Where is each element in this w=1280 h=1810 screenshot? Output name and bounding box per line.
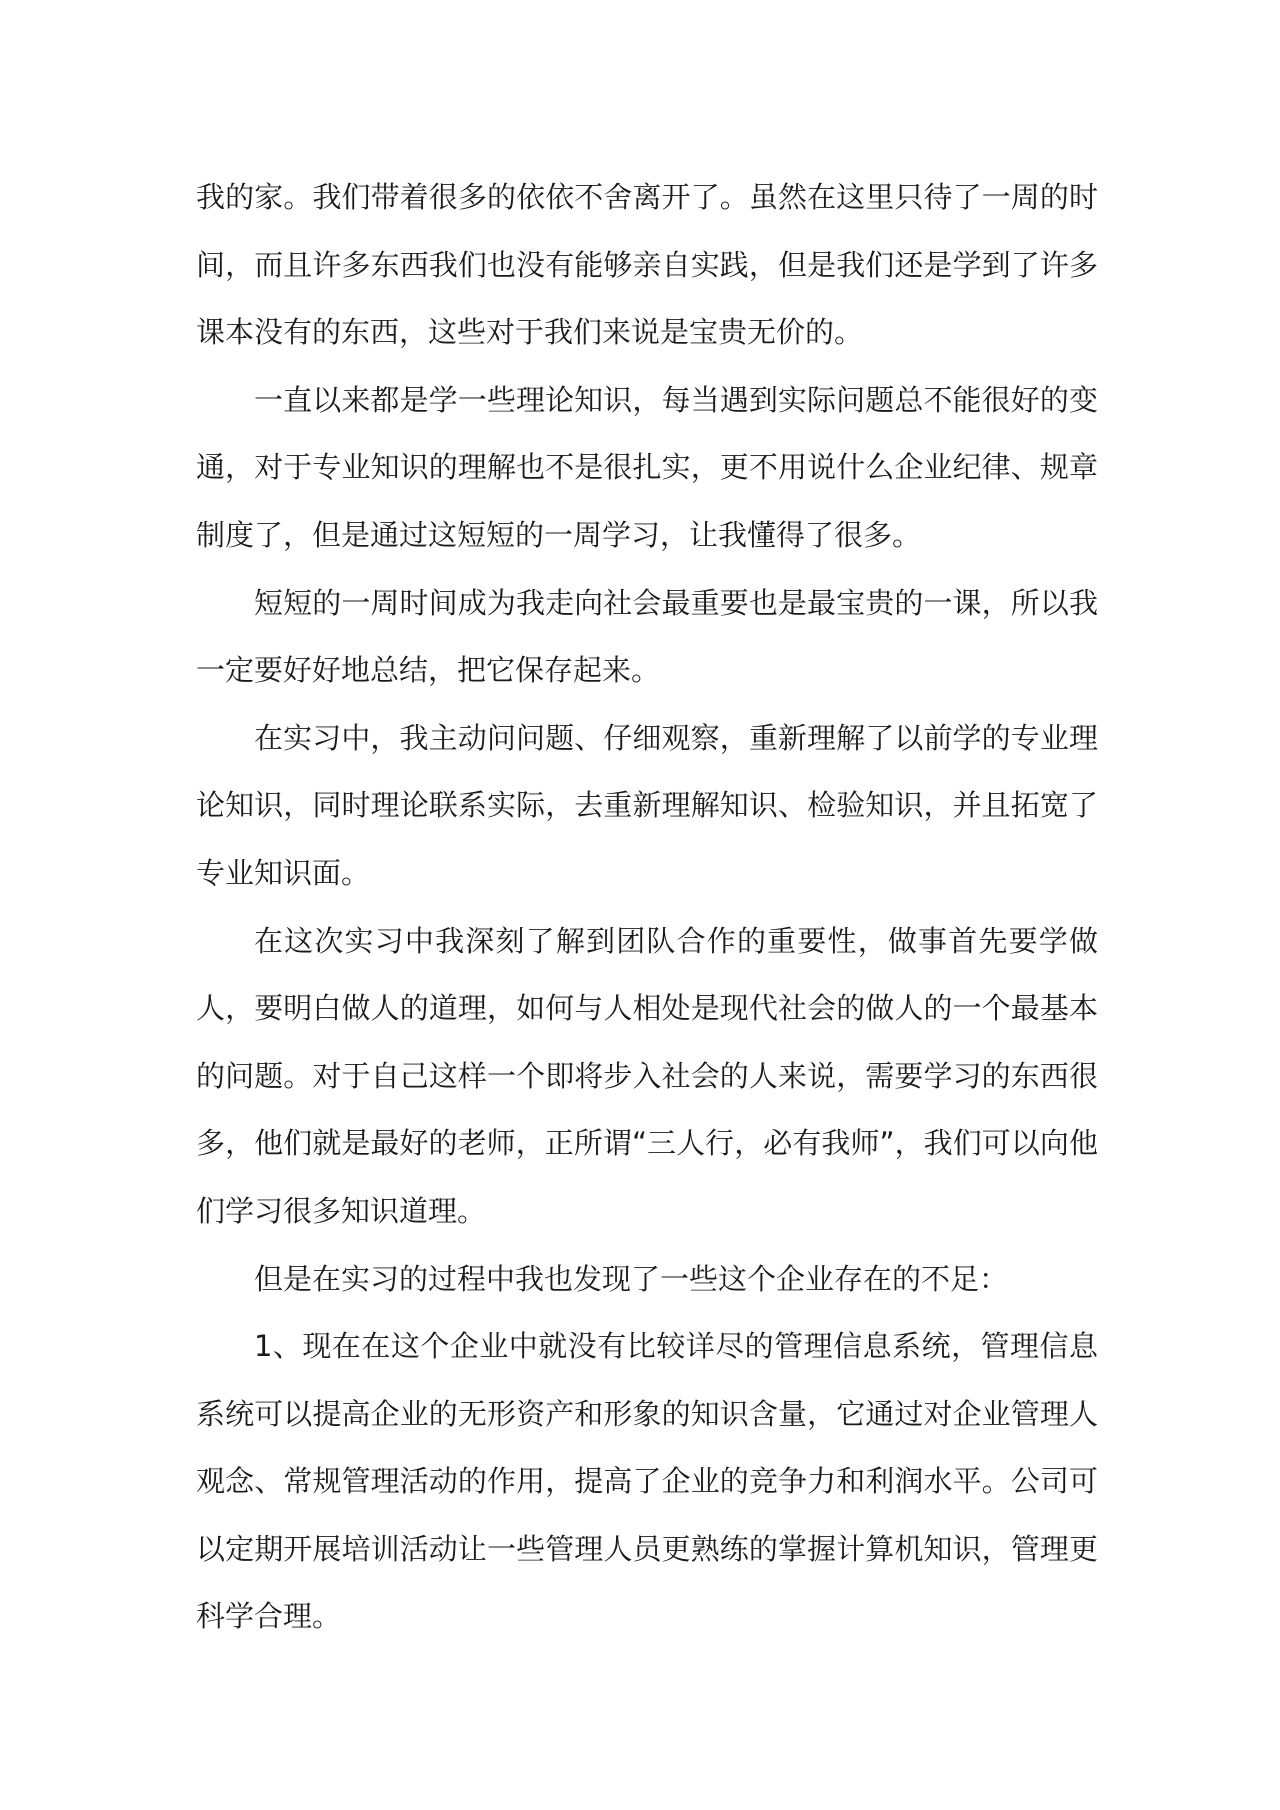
paragraph-valuable-lesson: 短短的一周时间成为我走向社会最重要也是最宝贵的一课，所以我一定要好好地总结，把它保存起来。 <box>196 585 1098 688</box>
paragraph-internship-learning: 在实习中，我主动问问题、仔细观察，重新理解了以前学的专业理论知识，同时理论联系实际，去重新理解知识、检验知识，并且拓宽了专业知识面。 <box>196 720 1098 890</box>
paragraph-point-1: 1、现在在这个企业中就没有比较详尽的管理信息系统，管理信息系统可以提高企业的无形资产和形象的知识含量，它通过对企业管理人观念、常规管理活动的作用，提高了企业的竞争力和利润水平。公司可以定期开展培训活动让一些管理人员更熟练的掌握计算机知识，管理更科学合理。 <box>196 1329 1098 1634</box>
paragraph-theory-knowledge: 一直以来都是学一些理论知识，每当遇到实际问题总不能很好的变通，对于专业知识的理解也不是很扎实，更不用说什么企业纪律、规章制度了，但是通过这短短的一周学习，让我懂得了很多。 <box>196 382 1098 552</box>
document-body <box>196 164 1098 1651</box>
paragraph-teamwork: 在这次实习中我深刻了解到团队合作的重要性，做事首先要学做人，要明白做人的道理，如何与人相处是现代社会的做人的一个最基本的问题。对于自己这样一个即将步入社会的人来说，需要学习的东西很多，他们就是最好的老师，正所谓“三人行，必有我师”，我们可以向他们学习很多知识道理。 <box>196 923 1098 1228</box>
paragraph-shortcomings-intro: 但是在实习的过程中我也发现了一些这个企业存在的不足： <box>254 1261 1009 1296</box>
paragraph-continuation: 我的家。我们带着很多的依依不舍离开了。虽然在这里只待了一周的时间，而且许多东西我们也没有能够亲自实践，但是我们还是学到了许多课本没有的东西，这些对于我们来说是宝贵无价的。 <box>196 180 1098 350</box>
